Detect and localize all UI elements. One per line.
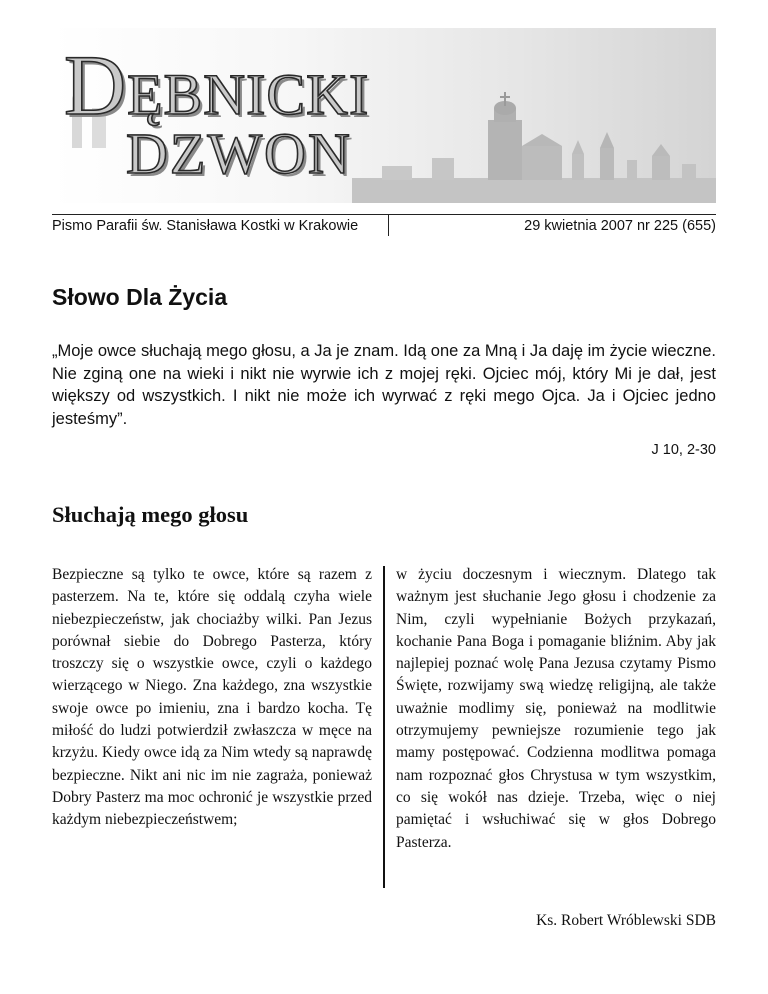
scripture-quote: „Moje owce słuchają mego głosu, a Ja je znam. Idą one za Mną i Ja daję im życie wieczne. Nie zginą one na wieki i nikt nie wyrwie ich z mojej ręki. Ojciec mój, który Mi je dał, jest większy od wszystkich. I nikt nie może ich wyrwać z ręki mego Ojca. Ja i Ojciec jedno jesteśmy”. bbox=[52, 342, 716, 428]
article-column-left: Bezpieczne są tylko te owce, które są razem z pasterzem. Na te, które się oddalą czyha wiele niebezpieczeństw, jak chociażby wilki. Pan Jezus porównał siebie do Dobrego Pasterza, który troszczy się o wszystkie owce, czyli o każdego wierzącego w Niego. Zna każdego, zna wszystkie swoje owce po imieniu, zna i bardzo kocha. Tę miłość do ludzi potwierdził zwłaszcza w męce na krzyżu. Kiedy owce idą za Nim wtedy są naprawdę bezpieczne. Nikt ani nic im nie zagraża, ponieważ Dobry Pasterz ma moc ochronić je wszystkie przed każdym niebezpieczeństwem; bbox=[52, 566, 372, 829]
column-divider bbox=[383, 566, 385, 888]
article-heading: Słuchają mego głosu bbox=[52, 502, 249, 527]
info-divider bbox=[388, 214, 389, 236]
article-author: Ks. Robert Wróblewski SDB bbox=[536, 912, 716, 929]
scripture-reference: J 10, 2-30 bbox=[651, 442, 716, 458]
issue-info: 29 kwietnia 2007 nr 225 (655) bbox=[524, 218, 716, 234]
masthead bbox=[52, 28, 716, 203]
masthead-title-rest: ĘBNICKI bbox=[127, 62, 370, 127]
masthead-title-line-2: DZWON bbox=[126, 121, 352, 186]
section-heading-slowo: Słowo Dla Życia bbox=[52, 284, 228, 310]
publication-info-bar bbox=[52, 214, 716, 234]
publication-name: Pismo Parafii św. Stanisława Kostki w Krakowie bbox=[52, 218, 359, 234]
article-column-right: w życiu doczesnym i wiecznym. Dlatego tak ważnym jest słuchanie Jego głosu i chodzenie za Nim, czyli wypełnianie Bożych przykazań, kochanie Pana Boga i pomaganie bliźnim. Aby jak najlepiej poznać wolę Pana Jezusa czytamy Pismo Święte, rozwijamy swą wiedzę religijną, ale także uważnie modlimy się, ponieważ na modlitwie otrzymujemy pewniejsze rozumienie tego jak mamy postępować. Codzienna modlitwa pomaga nam rozpoznać głos Chrystusa w tym wszystkim, co się wokół nas dzieje. Trzeba, więc o niej pamiętać i wsłuchiwać się w głos Dobrego Pasterza. bbox=[396, 566, 716, 851]
masthead-title-line-1 bbox=[64, 37, 370, 133]
masthead-title-initial: D bbox=[64, 37, 128, 133]
